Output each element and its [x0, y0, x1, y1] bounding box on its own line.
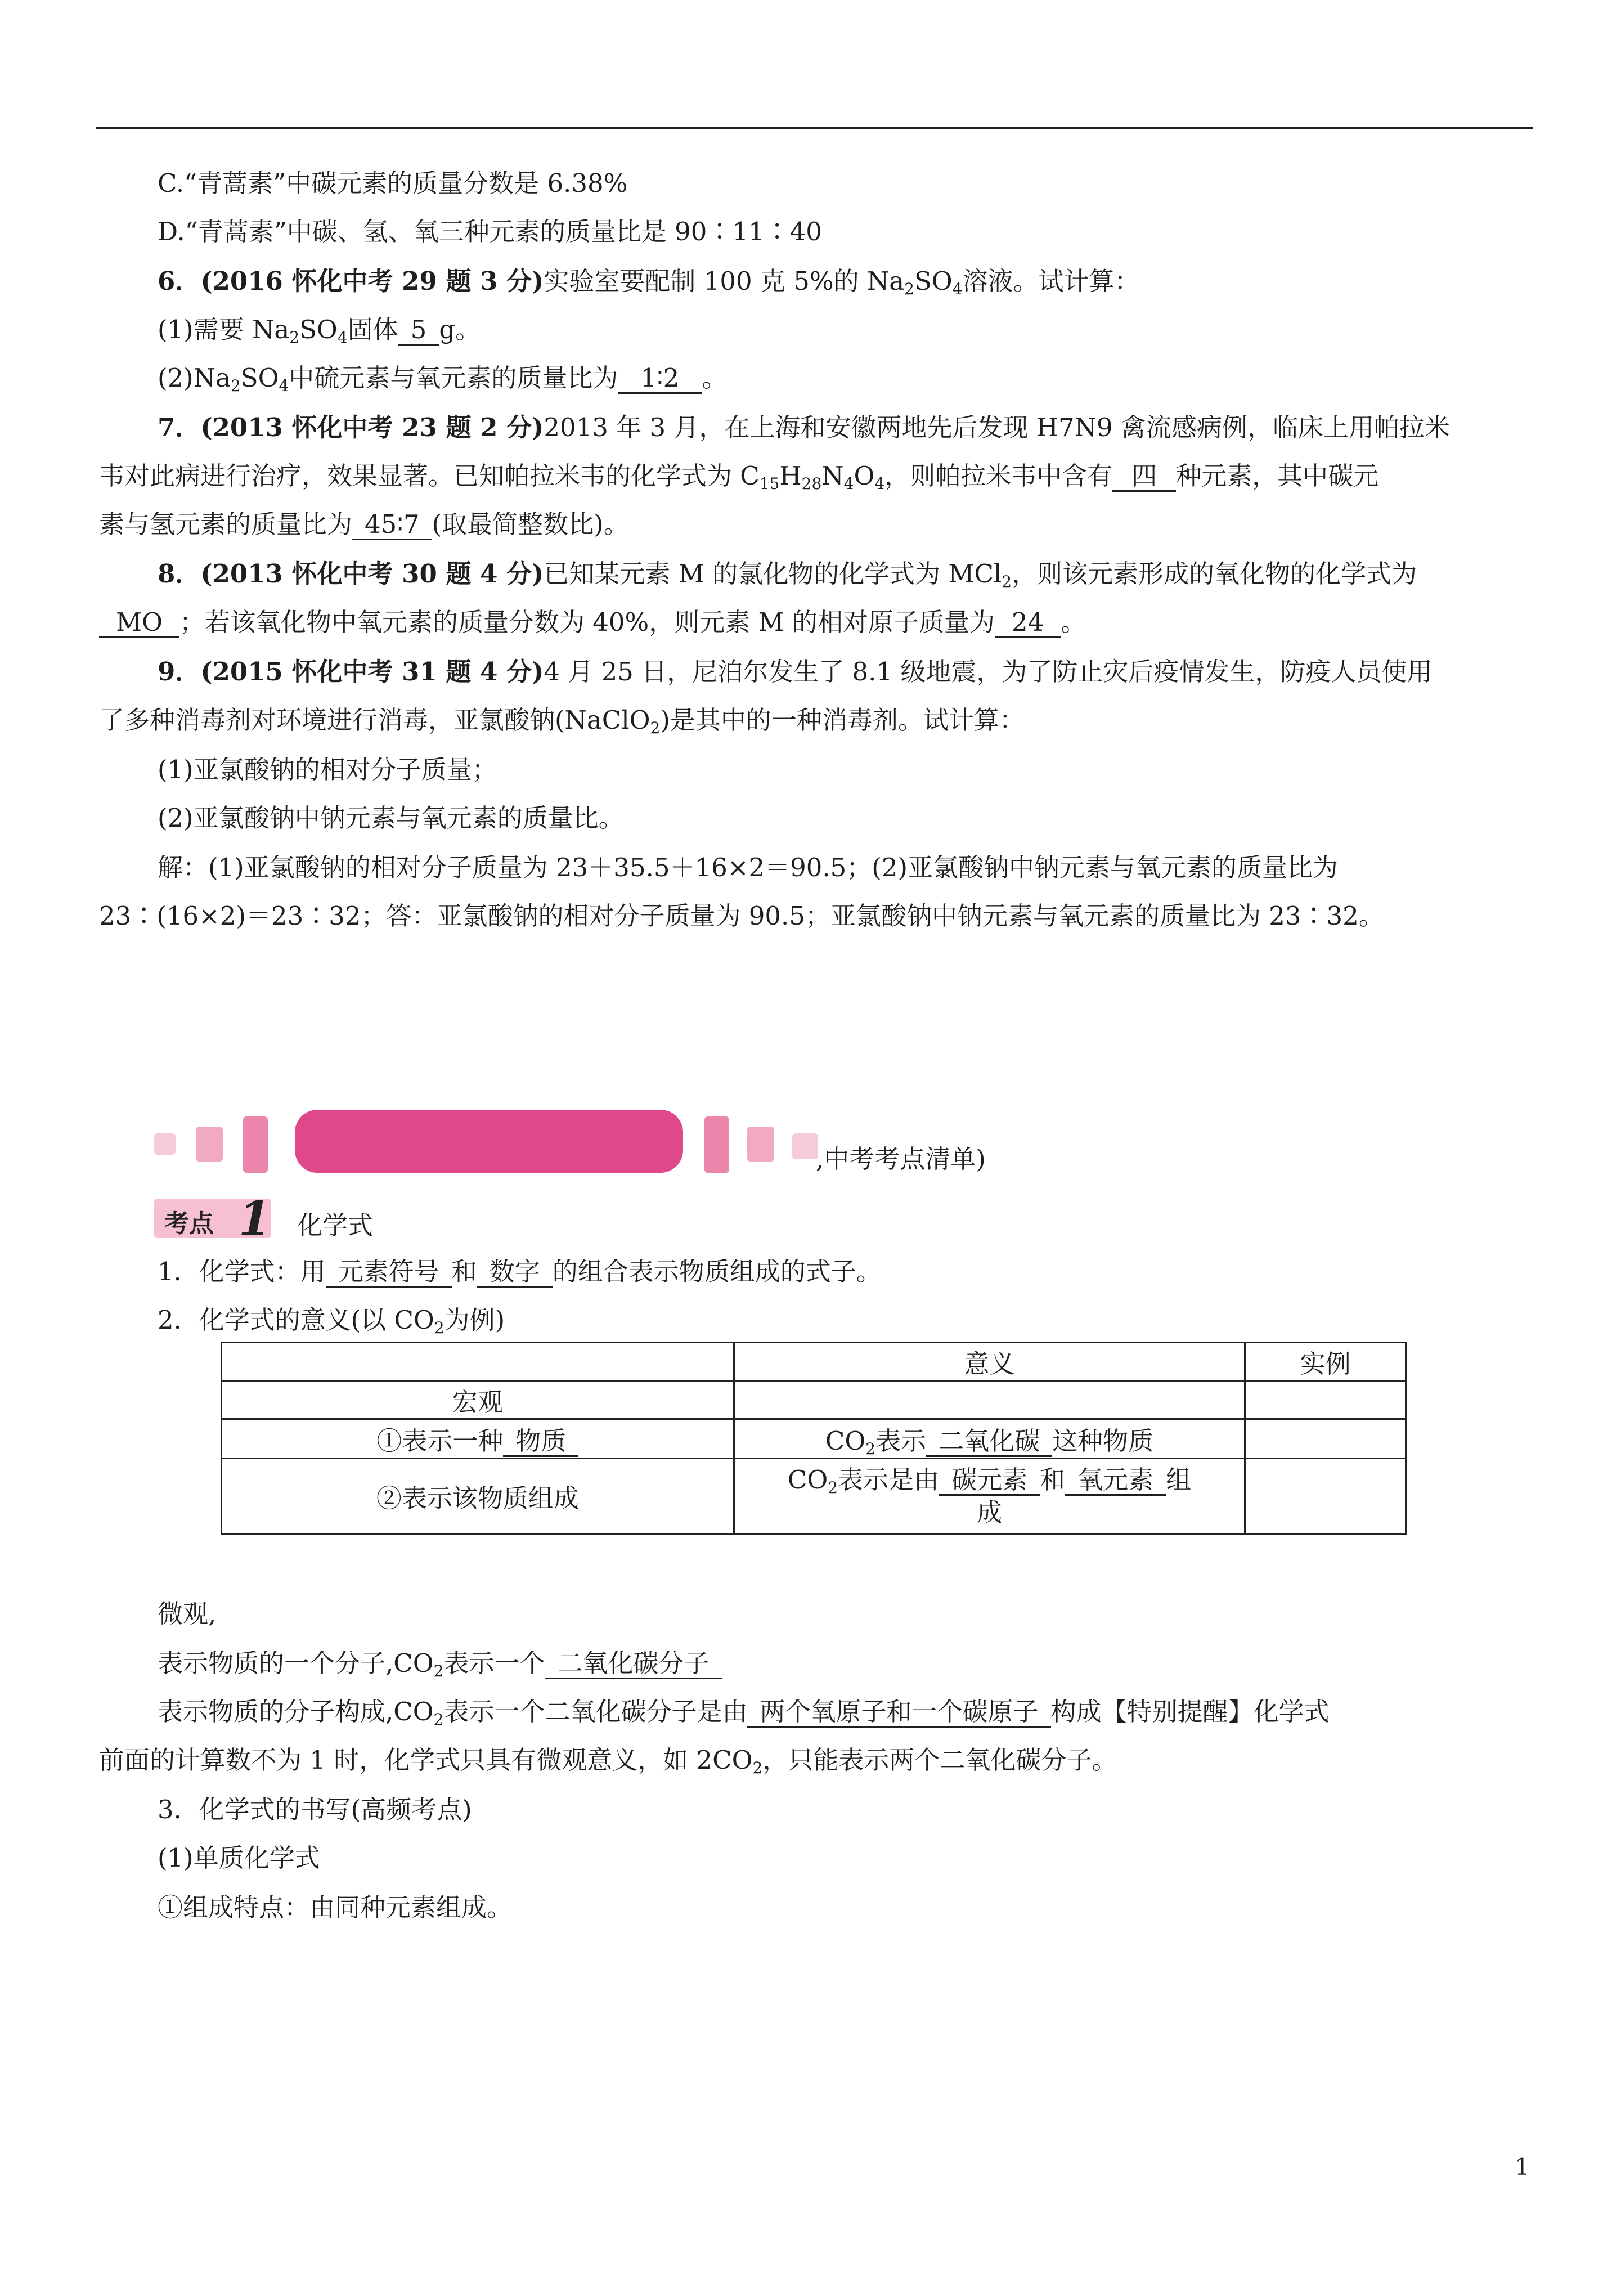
- header-meaning: 意义: [734, 1343, 1245, 1381]
- composition-feature: ①组成特点：由同种元素组成。: [158, 1893, 513, 1922]
- deco-square: [747, 1127, 774, 1162]
- question-6-part-1: (1)需要 $Na_2SO_4$固体 5 g。: [158, 315, 481, 347]
- table-header-row: [222, 1343, 1406, 1381]
- answer-blank: 两个氧原子和一个碳原子: [747, 1698, 1050, 1728]
- answer-blank: 元素符号: [326, 1258, 452, 1288]
- answer-blank: 二氧化碳: [926, 1427, 1052, 1457]
- question-7-line-2: 韦对此病进行治疗，效果显著。已知帕拉米韦的化学式为 $C_{15}H_{28}N_4O_4$，则帕拉米韦中含有 四 种元素，其中碳元: [99, 461, 1379, 493]
- question-9-line-2: 了多种消毒剂对环境进行消毒，亚氯酸钠(NaClO$_2$)是其中的一种消毒剂。试计算：: [99, 705, 1025, 737]
- section-title-bar: [295, 1110, 683, 1173]
- answer-blank: 1∶2: [618, 364, 702, 394]
- answer-blank: 氧元素: [1065, 1466, 1166, 1496]
- question-8: 8．(2013 怀化中考 30 题 4 分)已知某元素 M 的氯化物的化学式为 MCl$_2$，则该元素形成的氧化物的化学式为: [158, 559, 1417, 591]
- question-7: 7．(2013 怀化中考 23 题 2 分)2013 年 3 月，在上海和安徽两地先后发现 H7N9 禽流感病例，临床上用帕拉米: [158, 412, 1450, 442]
- kaodian-badge: 考点 1: [154, 1199, 271, 1238]
- deco-square: [792, 1133, 818, 1159]
- question-9-part-1: (1)亚氯酸钠的相对分子质量；: [158, 755, 497, 784]
- micro-line-3: 表示物质的分子构成$,CO_2$表示一个二氧化碳分子是由 两个氧原子和一个碳原子 构成【特别提醒】化学式: [158, 1697, 1330, 1729]
- answer-blank: 数字: [477, 1258, 553, 1288]
- answer-blank: 二氧化碳分子: [545, 1649, 721, 1679]
- option-d: D.“青蒿素”中碳、氢、氧三种元素的质量比是 90∶11∶40: [158, 217, 822, 246]
- meaning-table: [221, 1342, 1407, 1535]
- question-9: 9．(2015 怀化中考 31 题 4 分)4 月 25 日，尼泊尔发生了 8.1 级地震，为了防止灾后疫情发生，防疫人员使用: [158, 657, 1433, 687]
- deco-square: [704, 1116, 729, 1173]
- answer-blank: 5: [398, 316, 439, 346]
- question-8-line-2: MO ；若该氧化物中氧元素的质量分数为 40%，则元素 M 的相对原子质量为 24 。: [99, 607, 1086, 638]
- element-formula-heading: (1)单质化学式: [158, 1843, 320, 1873]
- table-row: 宏观: [222, 1381, 1406, 1419]
- header-rule: [96, 127, 1533, 129]
- deco-square: [154, 1133, 176, 1155]
- deco-square: [243, 1116, 268, 1173]
- question-9-part-2: (2)亚氯酸钠中钠元素与氧元素的质量比。: [158, 803, 624, 833]
- micro-line-2: 表示物质的一个分子$,CO_2$表示一个 二氧化碳分子: [158, 1648, 722, 1679]
- page-number: 1: [1515, 2153, 1530, 2181]
- definition-2: 2．化学式的意义(以 $CO_2$为例): [158, 1305, 505, 1337]
- solution-line-2: 23∶(16×2)＝23∶32；答：亚氯酸钠的相对分子质量为 90.5；亚氯酸钠中钠元素与氧元素的质量比为 23∶32。: [99, 901, 1384, 931]
- answer-blank: 四: [1112, 462, 1176, 492]
- topic-title: 化学式: [297, 1210, 374, 1240]
- micro-heading: 微观,: [158, 1599, 217, 1629]
- option-c: C.“青蒿素”中碳元素的质量分数是 6.38%: [158, 168, 628, 198]
- writing-heading: 3．化学式的书写(高频考点): [158, 1795, 472, 1824]
- table-row: ②表示该物质组成 $CO_2$表示是由 碳元素 和 氧元素 组 成: [222, 1459, 1406, 1534]
- answer-blank: 24: [995, 608, 1061, 638]
- section-title: ,中考考点清单): [816, 1144, 986, 1174]
- answer-blank: 45∶7: [352, 510, 432, 540]
- solution-line-1: 解：(1)亚氯酸钠的相对分子质量为 23＋35.5＋16×2＝90.5；(2)亚氯酸钠中钠元素与氧元素的质量比为: [158, 853, 1339, 882]
- micro-line-4: 前面的计算数不为 1 时，化学式只具有微观意义，如 $2CO_2$，只能表示两个二氧化碳分子。: [99, 1745, 1117, 1777]
- table-row: ①表示一种 物质 $CO_2$表示 二氧化碳 这种物质: [222, 1419, 1406, 1459]
- deco-square: [196, 1127, 223, 1162]
- answer-blank: 碳元素: [939, 1466, 1040, 1496]
- answer-blank: 物质: [503, 1427, 578, 1457]
- question-6-part-2: $(2)Na_2SO_4$中硫元素与氧元素的质量比为 1∶2 。: [158, 363, 728, 395]
- header-cell-empty: [222, 1343, 734, 1381]
- question-6: 6．(2016 怀化中考 29 题 3 分)实验室要配制 100 克 5%的 $Na_2SO_4$溶液。试计算：: [158, 266, 1140, 298]
- definition-1: 1．化学式：用 元素符号 和 数字 的组合表示物质组成的式子。: [158, 1257, 882, 1286]
- header-example: 实例: [1245, 1343, 1406, 1381]
- question-7-line-3: 素与氢元素的质量比为 45∶7 (取最简整数比)。: [99, 509, 629, 539]
- answer-blank: MO: [99, 608, 179, 638]
